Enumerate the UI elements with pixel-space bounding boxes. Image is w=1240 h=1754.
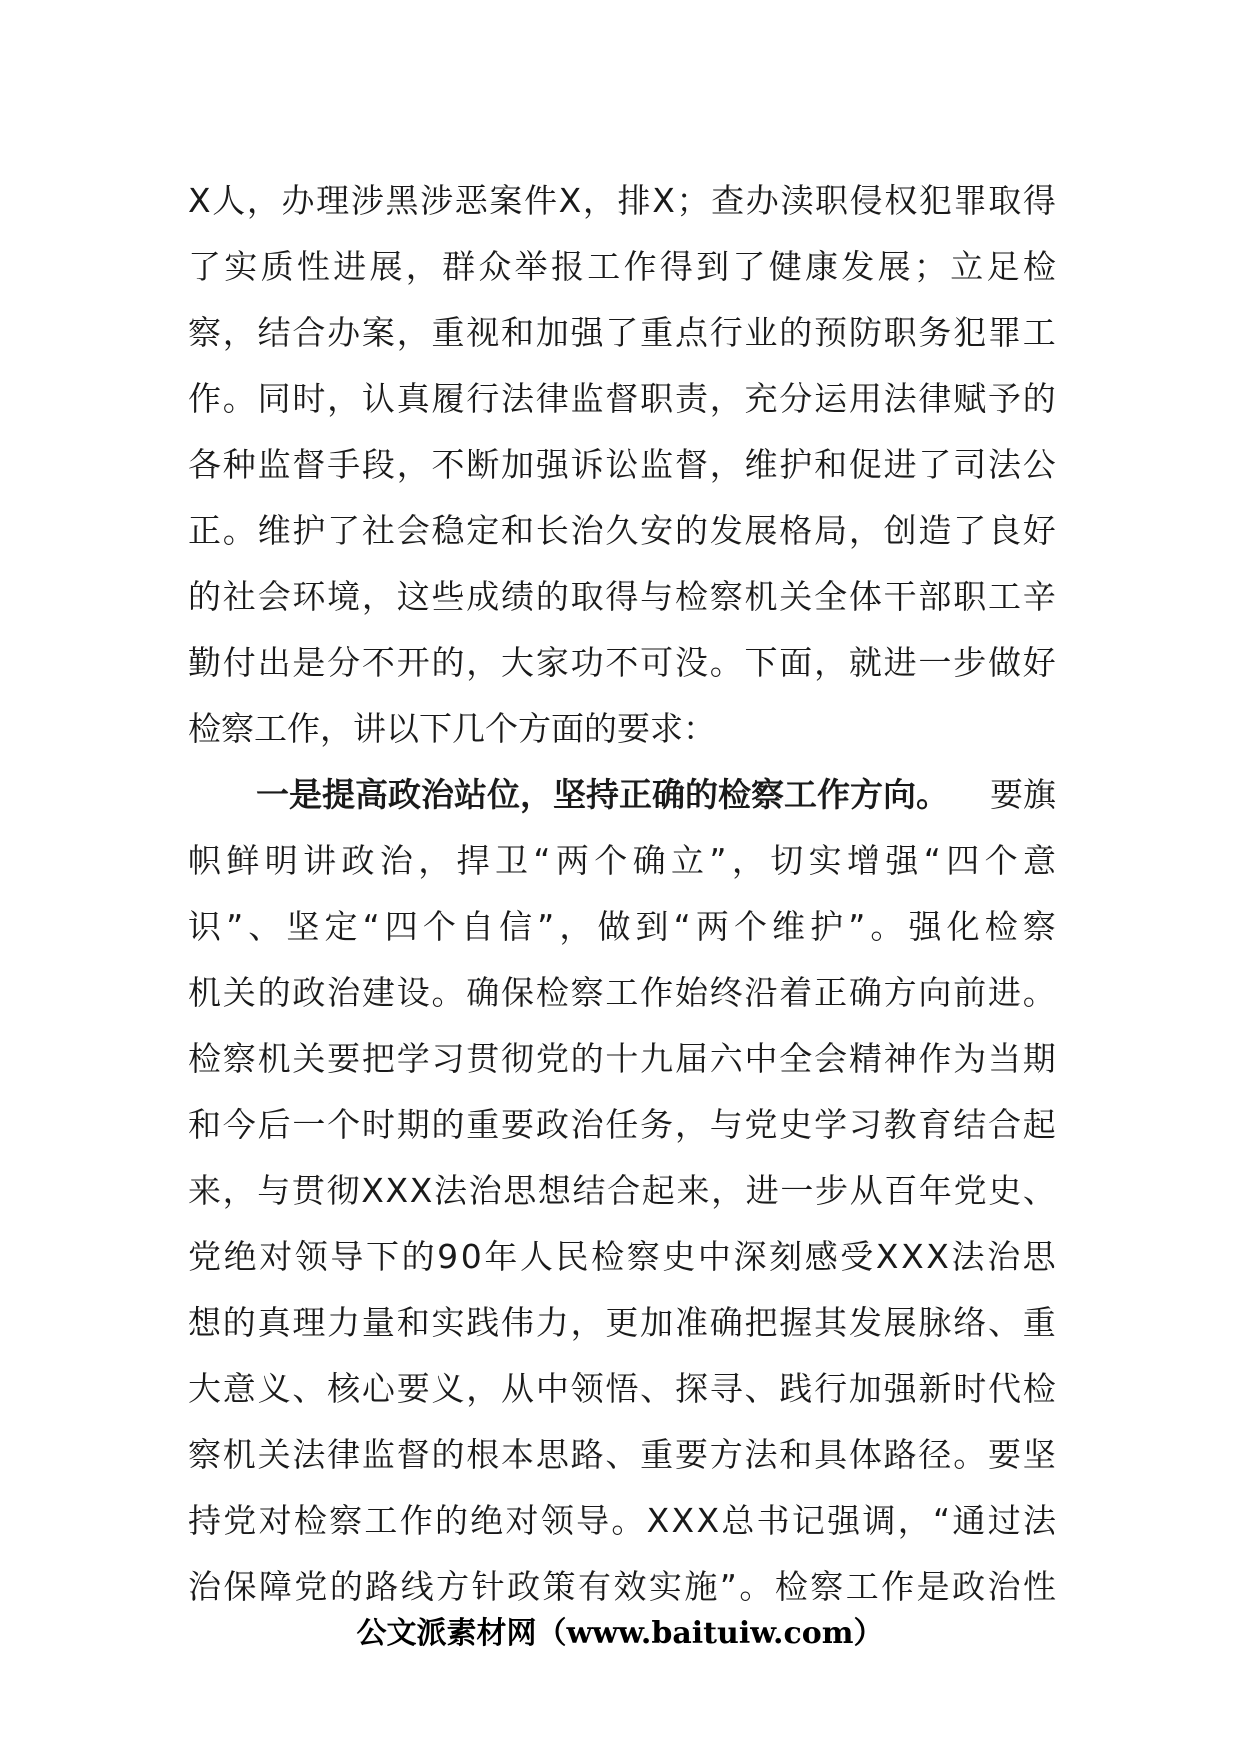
text-line: 来 ， 与 贯 彻 X X X 法 治 思 想 结 合 起 来 ， 进 一 步 从 百 年 党 史 、: [188, 1171, 1056, 1210]
text-line: 机 关 的 政 治 建 设 。 确 保 检 察 工 作 始 终 沿 着 正 确 方 向 前 进 。: [188, 973, 1056, 1012]
body-text: [188, 168, 1056, 1620]
text-line: 治 保 障 党 的 路 线 方 针 政 策 有 效 实 施 ” 。 检 察 工 作 是 政 治 性: [188, 1567, 1056, 1606]
text-line: 作 。 同 时 ， 认 真 履 行 法 律 监 督 职 责 ， 充 分 运 用 法 律 赋 予 的: [188, 379, 1056, 418]
text-line: 帜 鲜 明 讲 政 治 ， 捍 卫 “ 两 个 确 立 ” ， 切 实 增 强 “ 四 个 意: [188, 841, 1056, 880]
text-line: 党 绝 对 领 导 下 的 9 0 年 人 民 检 察 史 中 深 刻 感 受 X X X 法 治 思: [188, 1237, 1056, 1276]
paragraph-heading-line: [188, 762, 1056, 828]
text-line: X 人 ， 办 理 涉 黑 涉 恶 案 件 X ， 排 X ； 查 办 渎 职 侵 权 犯 罪 取 得: [188, 181, 1056, 220]
text-line: 大 意 义 、 核 心 要 义 ， 从 中 领 悟 、 探 寻 、 践 行 加 强 新 时 代 检: [188, 1369, 1056, 1408]
text-line: 察 ， 结 合 办 案 ， 重 视 和 加 强 了 重 点 行 业 的 预 防 职 务 犯 罪 工: [188, 313, 1056, 352]
text-line: 的 社 会 环 境 ， 这 些 成 绩 的 取 得 与 检 察 机 关 全 体 干 部 职 工 辛: [188, 577, 1056, 616]
text-line: 识 ” 、 坚 定 “ 四 个 自 信 ” ， 做 到 “ 两 个 维 护 ” 。 强 化 检 察: [188, 907, 1056, 946]
text-line: 勤 付 出 是 分 不 开 的 ， 大 家 功 不 可 没 。 下 面 ， 就 进 一 步 做 好: [188, 643, 1056, 682]
heading-line-continuation: 要旗: [990, 775, 1056, 814]
paragraph-heading: 一是提高政治站位，坚持正确的检察工作方向。: [256, 775, 949, 814]
text-line: 了 实 质 性 进 展 ， 群 众 举 报 工 作 得 到 了 健 康 发 展 ； 立 足 检: [188, 247, 1056, 286]
text-line: 想 的 真 理 力 量 和 实 践 伟 力 ， 更 加 准 确 把 握 其 发 展 脉 络 、 重: [188, 1303, 1056, 1342]
text-line: 各 种 监 督 手 段 ， 不 断 加 强 诉 讼 监 督 ， 维 护 和 促 进 了 司 法 公: [188, 445, 1056, 484]
text-line: 持 党 对 检 察 工 作 的 绝 对 领 导 。 X X X 总 书 记 强 调 ， “ 通 过 法: [188, 1501, 1056, 1540]
text-line: 检 察 机 关 要 把 学 习 贯 彻 党 的 十 九 届 六 中 全 会 精 神 作 为 当 期: [188, 1039, 1056, 1078]
text-line: 察 机 关 法 律 监 督 的 根 本 思 路 、 重 要 方 法 和 具 体 路 径 。 要 坚: [188, 1435, 1056, 1474]
text-line: 正 。 维 护 了 社 会 稳 定 和 长 治 久 安 的 发 展 格 局 ， 创 造 了 良 好: [188, 511, 1056, 550]
text-line: 检察工作，讲以下几个方面的要求：: [188, 709, 716, 748]
text-line: 和 今 后 一 个 时 期 的 重 要 政 治 任 务 ， 与 党 史 学 习 教 育 结 合 起: [188, 1105, 1056, 1144]
page-footer: 公文派素材网（www.baituiw.com）: [356, 1616, 884, 1651]
